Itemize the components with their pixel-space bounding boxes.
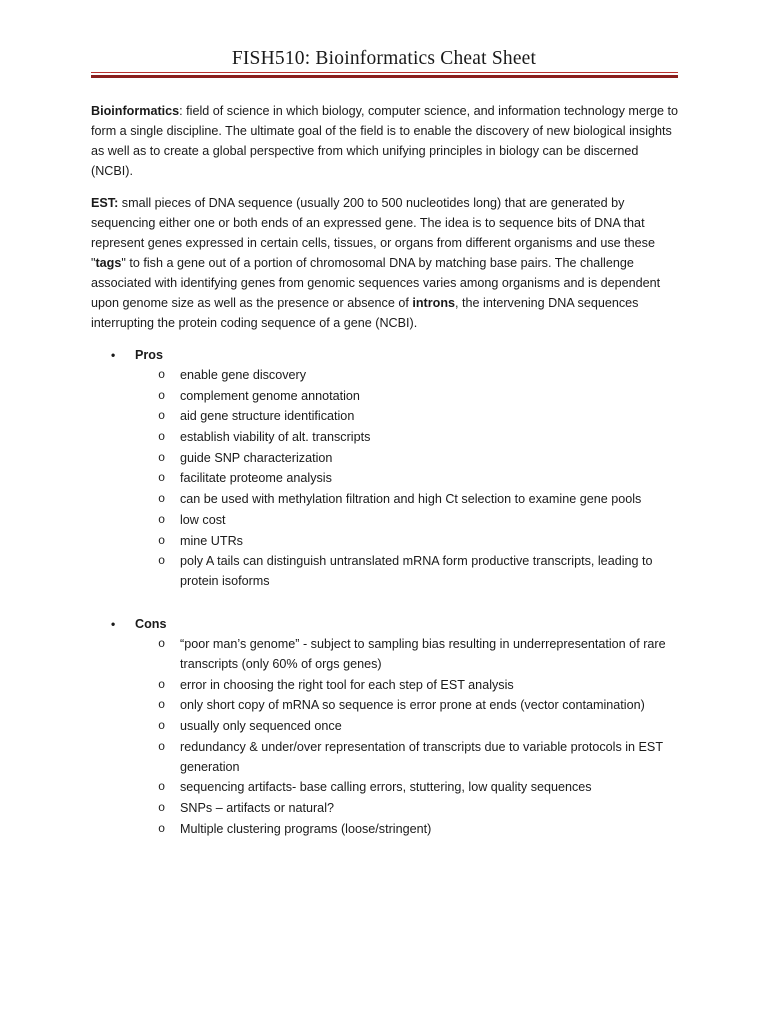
list-item [91,675,681,695]
list-item-text: mine UTRs [180,533,243,548]
sub-bullet-icon: o [158,368,166,382]
sub-bullet-icon: o [158,533,166,548]
section-gap [91,592,681,602]
list-item [91,365,681,385]
bullet-icon: • [111,616,116,631]
cons-heading [91,614,681,634]
list-item-text: aid gene structure identification [180,409,355,424]
est-term: EST: [91,196,119,210]
list-item-text: SNPs – artifacts or natural? [180,801,334,815]
sub-bullet-icon: o [158,821,166,836]
list-item-text: low cost [180,512,226,527]
title-rule-thin [91,72,678,73]
cons-heading-label: Cons [135,616,167,631]
bioinformatics-paragraph [91,101,681,181]
sub-bullet-icon: o [158,780,166,795]
sub-bullet-icon: o [158,677,166,692]
list-item-text: complement genome annotation [180,388,360,403]
list-item [91,510,681,530]
list-item-text: enable gene discovery [180,368,307,382]
sub-bullet-icon: o [158,450,166,465]
pros-list [91,365,681,591]
sub-bullet-icon: o [158,636,166,651]
sub-bullet-icon: o [158,698,166,713]
list-item [91,531,681,551]
list-item-text: establish viability of alt. transcripts [180,430,371,445]
sub-bullet-icon: o [158,388,166,403]
list-item-text: usually only sequenced once [180,718,342,733]
est-text-2: " to fish a gene out of a portion of chromosomal DNA by matching base pairs. The challenge associated with identifying genes from genomic sequences varies among organisms and is dependent upon genome size as well as the presence or absence of [91,256,661,310]
list-item-text: “poor man’s genome” - subject to sampling bias resulting in underrepresentation of rare transcripts (only 60% of orgs genes) [180,636,666,671]
tags-term: tags [95,256,122,270]
list-item-text: Multiple clustering programs (loose/stringent) [180,821,432,836]
list-item-text: guide SNP characterization [180,450,333,465]
bioinformatics-definition: : field of science in which biology, computer science, and information technology merge to form a single discipline. The ultimate goal of the field is to enable the discovery of new biological insights as well as to create a global perspective from which unifying principles in biology can be discerned (NCBI). [91,104,679,178]
bioinformatics-term: Bioinformatics [91,104,180,118]
sub-bullet-icon: o [158,409,166,424]
list-item [91,406,681,426]
sub-bullet-icon: o [158,554,166,569]
sub-bullet-icon: o [158,739,166,754]
document-body [91,101,681,839]
list-item-text: redundancy & under/over representation of transcripts due to variable protocols in EST generation [180,739,663,774]
list-item-text: poly A tails can distinguish untranslated mRNA form productive transcripts, leading to protein isoforms [180,554,653,589]
list-item [91,489,681,509]
list-item-text: error in choosing the right tool for each step of EST analysis [180,677,514,692]
title-rule-thick [91,75,678,78]
sub-bullet-icon: o [158,718,166,733]
list-item [91,634,681,674]
sub-bullet-icon: o [158,471,166,486]
list-item [91,448,681,468]
list-item-text: facilitate proteome analysis [180,471,332,486]
list-item [91,551,681,591]
cons-list [91,634,681,839]
sub-bullet-icon: o [158,430,166,445]
page-title: FISH510: Bioinformatics Cheat Sheet [231,48,537,69]
est-text-3: , the intervening DNA sequences interrupting the protein coding sequence of a gene (NCBI). [91,296,639,330]
bullet-icon: • [111,348,116,362]
introns-term: introns [412,296,456,310]
pros-heading-label: Pros [135,348,163,362]
list-item [91,819,681,839]
sub-bullet-icon: o [158,492,166,507]
list-item [91,716,681,736]
list-item-text: only short copy of mRNA so sequence is error prone at ends (vector contamination) [180,698,645,713]
list-item-text: sequencing artifacts- base calling errors, stuttering, low quality sequences [180,780,592,795]
est-paragraph [91,193,681,333]
list-item [91,798,681,818]
list-item [91,777,681,797]
sub-bullet-icon: o [158,512,166,527]
list-item [91,468,681,488]
list-item [91,427,681,447]
list-item [91,737,681,777]
list-item [91,386,681,406]
est-text-1: small pieces of DNA sequence (usually 200 to 500 nucleotides long) that are generated by sequencing either one or both ends of an expressed gene. The idea is to sequence bits of DNA that represent genes expressed in certain cells, tissues, or organs from different organisms and use these " [91,196,655,270]
list-item [91,695,681,715]
sub-bullet-icon: o [158,801,166,815]
list-item-text: can be used with methylation filtration and high Ct selection to examine gene pools [180,492,642,507]
pros-heading [91,345,681,365]
